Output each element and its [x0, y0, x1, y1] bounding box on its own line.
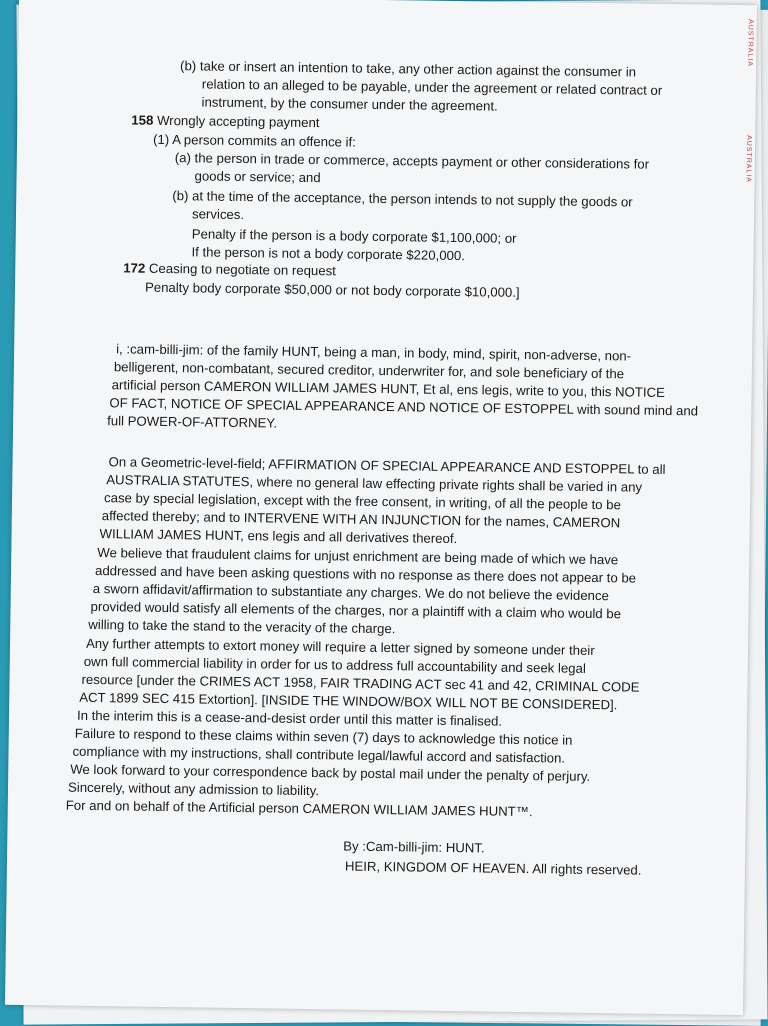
- section-title: Wrongly accepting payment: [156, 112, 320, 131]
- notice-line: provided would satisfy all elements of the charges, nor a plaintiff with a claim who would be: [90, 598, 622, 622]
- legal-text-line: (1) A person commits an offence if:: [152, 131, 356, 150]
- postage-stamp-mark: AUSTRALIA: [744, 135, 753, 184]
- penalty-line: Penalty if the person is a body corporate $1,100,000; or: [191, 226, 517, 246]
- notice-line: WILLIAM JAMES HUNT, ens legis and all derivatives thereof.: [99, 526, 458, 547]
- section-number: 158: [131, 112, 154, 128]
- legal-text-line: (b) at the time of the acceptance, the person intends to not supply the goods or: [172, 188, 633, 210]
- notice-line: compliance with my instructions, shall contribute legal/lawful accord and satisfaction.: [72, 743, 566, 766]
- section-number: 172: [123, 260, 146, 276]
- notice-line: affected thereby; and to INTERVENE WITH AN INJUNCTION for the names, CAMERON: [101, 508, 621, 531]
- signature-title: HEIR, KINGDOM OF HEAVEN. All rights reserved.: [344, 858, 642, 878]
- postage-stamp-mark: AUSTRALIA: [746, 19, 754, 68]
- notice-line: We believe that fraudulent claims for unjust enrichment are being made of which we have: [97, 545, 619, 568]
- notice-line: ACT 1899 SEC 415 Extortion]. [INSIDE THE WINDOW/BOX WILL NOT BE CONSIDERED].: [79, 689, 618, 713]
- notice-line: a sworn affidavit/affirmation to substantiate any charges. We do not believe the evidence: [92, 580, 609, 604]
- notice-line: Sincerely, without any admission to liability.: [67, 779, 320, 799]
- notice-line: i, :cam-billi-jim: of the family HUNT, being a man, in body, mind, spirit, non-adverse, non-: [116, 341, 632, 364]
- notice-line: addressed and have been asking questions with no response as there does not appear to be: [94, 563, 637, 586]
- notice-line: On a Geometric-level-field; AFFIRMATION OF SPECIAL APPEARANCE AND ESTOPPEL to all: [108, 454, 666, 477]
- notice-line: full POWER-OF-ATTORNEY.: [107, 413, 278, 431]
- section-heading-172: [123, 259, 336, 280]
- notice-line: In the interim this is a cease-and-desist order until this matter is finalised.: [76, 707, 503, 729]
- legal-text-line: (a) the person in trade or commerce, accepts payment or other considerations for: [174, 150, 650, 172]
- document-page: [5, 0, 757, 1015]
- notice-line: OF FACT, NOTICE OF SPECIAL APPEARANCE AND NOTICE OF ESTOPPEL with sound mind and: [109, 395, 699, 419]
- legal-text-line: (b) take or insert an intention to take, any other action against the consumer in: [180, 58, 637, 80]
- signature-line: By :Cam-billi-jim: HUNT.: [343, 838, 485, 856]
- notice-line: Failure to respond to these claims within seven (7) days to acknowledge this notice in: [74, 725, 573, 748]
- notice-line: We look forward to your correspondence back by postal mail under the penalty of perjury.: [70, 761, 591, 784]
- section-heading-158: [131, 111, 319, 131]
- legal-text-line: services.: [191, 206, 245, 223]
- notice-line: Any further attempts to extort money will require a letter signed by someone under their: [85, 635, 595, 658]
- notice-line: case by special legislation, except with the free consent, in writing, of all the people to be: [103, 490, 621, 513]
- notice-line: For and on behalf of the Artificial person CAMERON WILLIAM JAMES HUNT™.: [65, 797, 533, 820]
- notice-line: AUSTRALIA STATUTES, where no general law effecting private rights shall be varied in any: [106, 472, 643, 495]
- notice-line: resource [under the CRIMES ACT 1958, FAIR TRADING ACT sec 41 and 42, CRIMINAL CODE: [81, 671, 640, 695]
- notice-line: belligerent, non-combatant, secured creditor, underwriter for, and sole beneficiary of the: [113, 359, 625, 382]
- penalty-line: Penalty body corporate $50,000 or not body corporate $10,000.]: [144, 279, 520, 300]
- legal-text-line: relation to an alleged to be payable, under the agreement or related contract or: [201, 76, 663, 98]
- penalty-line: If the person is not a body corporate $220,000.: [191, 244, 466, 264]
- notice-line: own full commercial liability in order for us to address full accountability and seek legal: [83, 653, 586, 676]
- legal-text-line: goods or service; and: [194, 168, 321, 186]
- notice-line: willing to take the stand to the veracity of the charge.: [88, 616, 396, 637]
- legal-text-line: instrument, by the consumer under the agreement.: [201, 94, 498, 114]
- notice-line: artificial person CAMERON WILLIAM JAMES HUNT, Et al, ens legis, write to you, this NOTICE: [111, 377, 666, 400]
- section-title: Ceasing to negotiate on request: [148, 260, 337, 279]
